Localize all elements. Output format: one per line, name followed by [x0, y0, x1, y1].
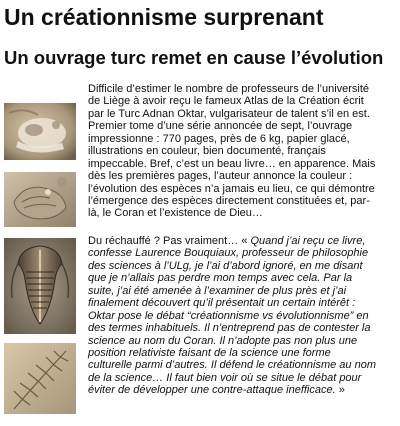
quote-line: de la science… Il faut bien voir où se situe le débat pour	[88, 371, 362, 384]
text-line: illustrations en couleur, bien documenté, français	[88, 145, 326, 158]
quote-line: culturelle parmi d’autres. Il défend le créationnisme au nom	[88, 359, 376, 372]
text-line: l’évolution des espèces n’a jamais eu lieu, ce qui démontre	[88, 182, 375, 195]
article-title: Un créationnisme surprenant	[4, 4, 324, 30]
text-line	[88, 384, 392, 396]
text-line: l’émergence des espèces directement constituées et, par-	[88, 194, 370, 207]
quote-line: des sciences à l’ULg, je l’ai d’abord ignoré, en me disant	[88, 259, 363, 272]
article-subtitle: Un ouvrage turc remet en cause l’évolution	[4, 47, 384, 68]
quote-text: éviter de développer une contre-attaque inefficace.	[88, 384, 336, 397]
fossil-imprint-photo-icon	[4, 172, 76, 227]
quote-line: des termes inhabituels. Il n’entreprend pas de contester la	[88, 322, 371, 335]
quote-line: que je n’allais pas perdre mon temps avec cela. Par la	[88, 272, 353, 285]
article-paragraph-intro	[88, 83, 392, 220]
quote-line: suite, j’ai été amenée à l’examiner de plus près et j’ai	[88, 284, 347, 297]
quote-line: confesse Laurence Bouquiaux, professeur de philosophie	[88, 247, 369, 260]
quote-line: finalement découvert qu’il présentait un certain intérêt :	[88, 297, 356, 310]
text-line: dès les premières pages, l’auteur annonce la couleur :	[88, 170, 353, 183]
fossil-imprint-photo	[4, 172, 76, 227]
text-line: Premier tome d’une série annoncée de sept, l’ouvrage	[88, 120, 353, 133]
fossil-skull-photo-icon	[4, 103, 76, 160]
text-line: impressionne : 770 pages, près de 6 kg, papier glacé,	[88, 132, 350, 145]
trilobite-fossil-photo-icon	[4, 238, 76, 334]
quote-close: »	[335, 384, 345, 397]
quote-intro: Du réchauffé ? Pas vraiment… «	[88, 235, 251, 247]
text-line: impeccable. Bref, c’est un beau livre… en apparence. Mais	[88, 157, 376, 170]
trilobite-fossil-photo	[4, 238, 76, 334]
text-line: par le Turc Adnan Oktar, vulgarisateur de talent s’il en est.	[88, 107, 370, 120]
quote-text: Quand j’ai reçu ce livre,	[250, 235, 366, 247]
fern-fossil-photo	[4, 343, 76, 414]
fossil-skull-photo	[4, 103, 76, 160]
text-line: là, le Coran et l’existence de Dieu…	[88, 207, 263, 220]
text-line: de Liège à avoir reçu le fameux Atlas de la Création écrit	[88, 95, 364, 108]
quote-line: position relativiste faisant de la science une forme	[88, 346, 331, 359]
text-line: Difficile d’estimer le nombre de professeurs de l’université	[88, 83, 370, 95]
text-line	[88, 235, 392, 247]
quote-line: science au nom du Coran. Il n’adopte pas non plus une	[88, 334, 358, 347]
article-paragraph-quote	[88, 235, 392, 397]
quote-line: Oktar pose le débat “créationnisme vs évolutionnisme” en	[88, 309, 369, 322]
fern-fossil-photo-icon	[4, 343, 76, 414]
